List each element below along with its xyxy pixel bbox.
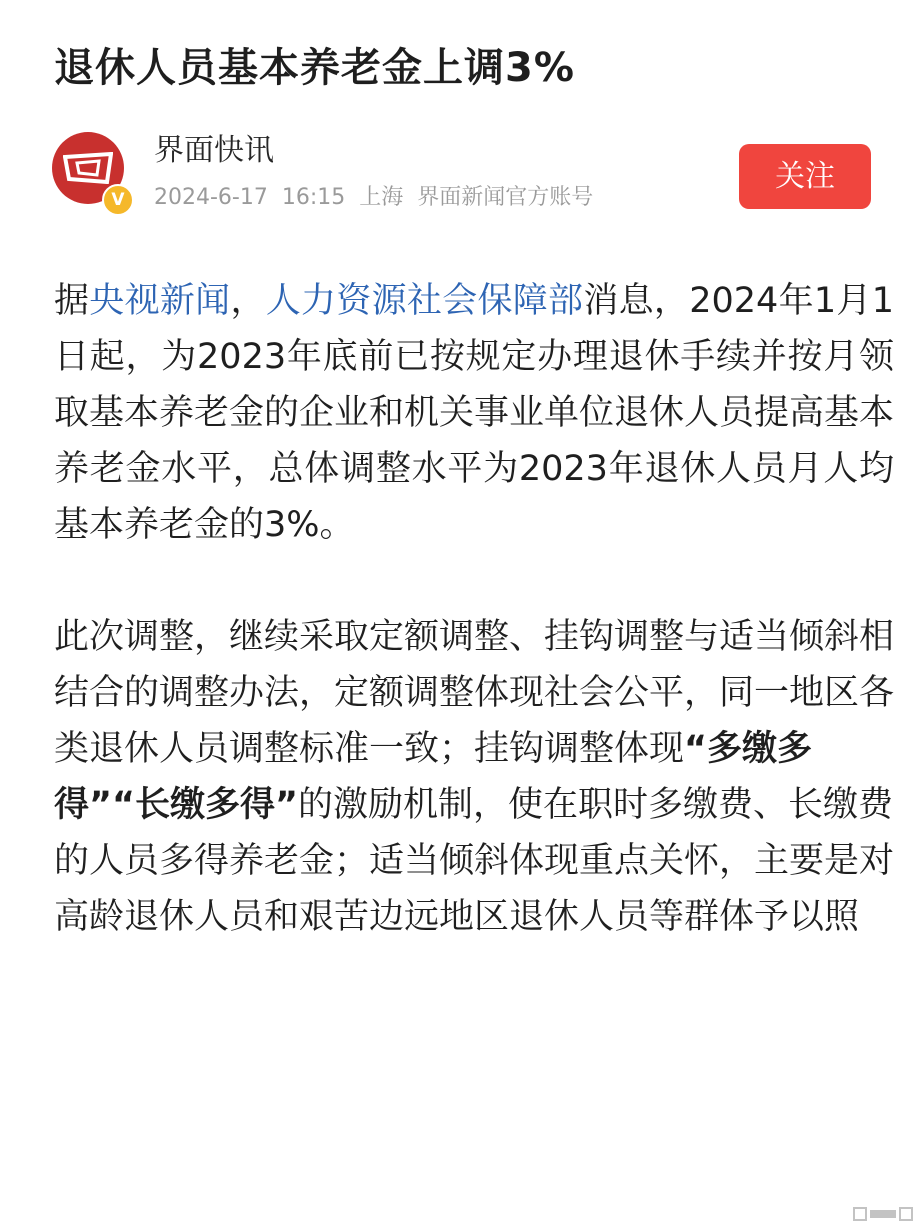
watermark-icon bbox=[852, 1204, 914, 1224]
paragraph-2 bbox=[54, 609, 894, 945]
article-body bbox=[54, 273, 894, 945]
follow-button[interactable]: 关注 bbox=[739, 144, 871, 209]
para2-text-a: 此次调整，继续采取定额调整、挂钩调整与适当倾斜相结合的调整办法，定额调整体现社会公平，同一地区各类退休人员调整标准一致；挂钩调整体现 bbox=[54, 617, 895, 769]
para2-bold-b: “长缴多得” bbox=[112, 785, 299, 825]
para2-bold-a: “多缴多得” bbox=[54, 729, 813, 825]
account-type: 界面新闻官方账号 bbox=[417, 185, 594, 210]
author-name[interactable]: 界面快讯 bbox=[154, 133, 274, 168]
para1-separator: ， bbox=[230, 281, 266, 321]
para1-prefix: 据 bbox=[54, 281, 90, 321]
post-time: 16:15 bbox=[281, 185, 346, 210]
post-location: 上海 bbox=[359, 185, 404, 210]
link-mohrss[interactable]: 人力资源社会保障部 bbox=[265, 281, 584, 321]
post-date: 2024-6-17 bbox=[154, 185, 268, 210]
para1-text: 消息，2024年1月1日起，为2023年底前已按规定办理退休手续并按月领取基本养老金的企业和机关事业单位退休人员提高基本养老金水平，总体调整水平为2023年退休人员月人均基本养老金的3%。 bbox=[54, 281, 895, 545]
verified-badge-icon: V bbox=[102, 184, 134, 216]
paragraph-1 bbox=[54, 273, 894, 553]
para2-text-b: 的激励机制，使在职时多缴费、长缴费的人员多得养老金；适当倾斜体现重点关怀，主要是对高龄退休人员和艰苦边远地区退休人员等群体予以照 bbox=[54, 785, 895, 937]
post-meta bbox=[154, 182, 607, 214]
jiemian-logo-icon bbox=[63, 152, 113, 184]
article-title: 退休人员基本养老金上调3% bbox=[54, 45, 575, 91]
link-cctv-news[interactable]: 央视新闻 bbox=[89, 281, 231, 321]
bottom-fade bbox=[0, 1200, 922, 1229]
